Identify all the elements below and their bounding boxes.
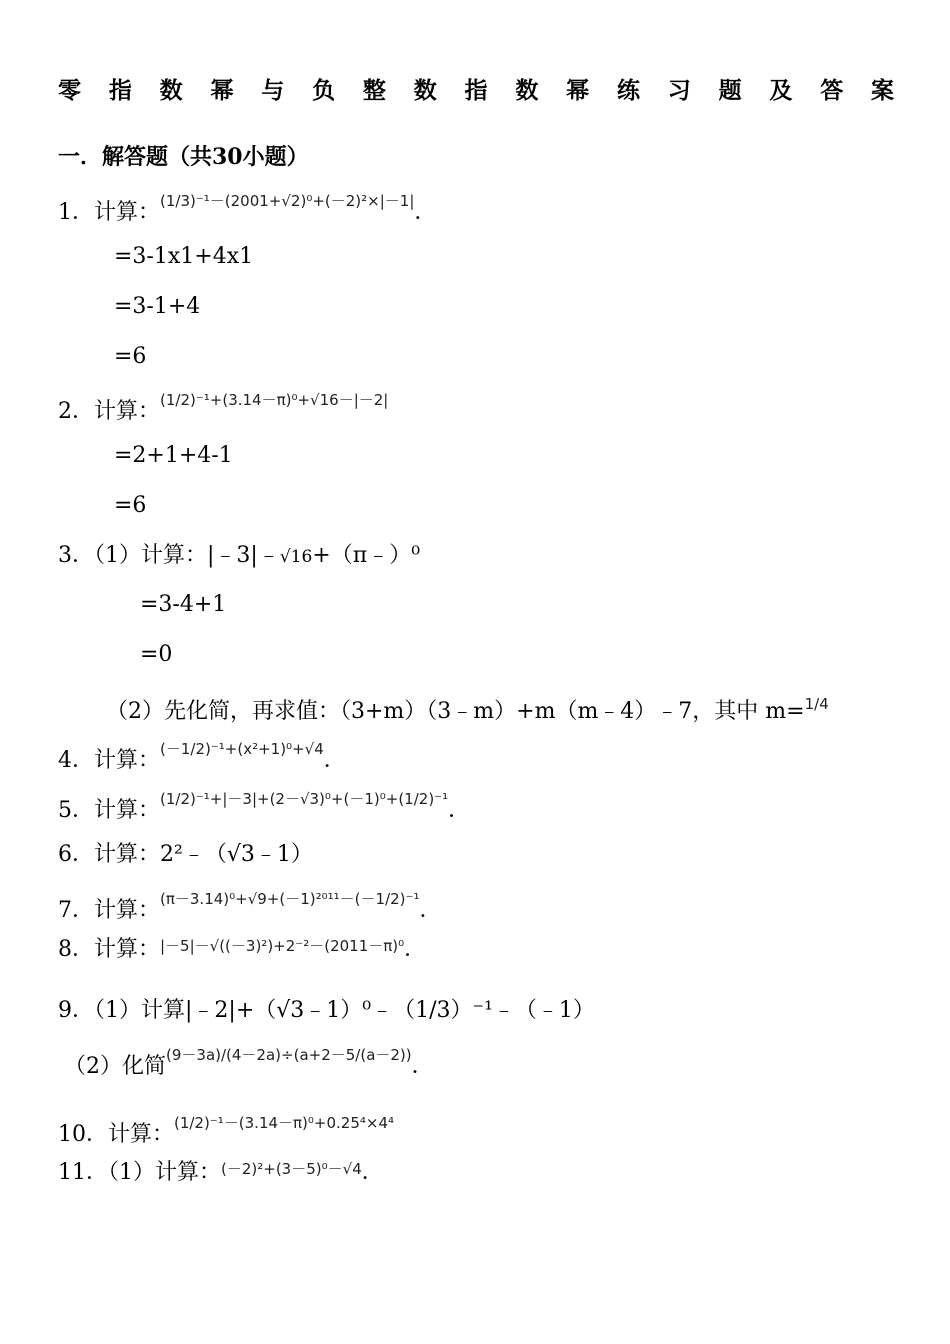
formula-image: (9－3a)/(4－2a)÷(a+2－5/(a－2)) (166, 1046, 412, 1064)
title-char: 习 (667, 78, 691, 104)
title-char: 答 (820, 78, 844, 104)
question-text: （2）先化简，再求值：（3+m）（3﹣m）+m（m﹣4）﹣7，其中 m= (106, 699, 805, 724)
question-label: 3．（1）计算：|﹣3|﹣ (58, 543, 280, 568)
title-char: 与 (261, 78, 285, 104)
title-char: 练 (616, 78, 640, 104)
title-char: 数 (515, 78, 539, 104)
solution-step: =6 (114, 493, 147, 518)
punctuation: ． (448, 798, 471, 823)
formula-image: (－1/2)⁻¹+(x²+1)⁰+√4 (160, 740, 324, 758)
title-char: 负 (312, 78, 336, 104)
punctuation: ． (361, 1160, 384, 1185)
title-char: 指 (464, 78, 488, 104)
title-char: 及 (769, 78, 793, 104)
title-char: 零 (58, 78, 81, 104)
document-title (58, 72, 894, 106)
formula-image: (1/2)⁻¹+(3.14－π)⁰+√16－|－2| (160, 391, 389, 409)
question-7 (58, 890, 442, 926)
question-label: 8．计算： (58, 937, 160, 962)
solution-step: =3-1x1+4x1 (114, 244, 254, 269)
question-10 (58, 1114, 395, 1150)
title-char: 数 (159, 78, 183, 104)
sqrt-expression: √16 (279, 547, 313, 567)
punctuation: ． (414, 200, 437, 225)
question-label: 10．计算： (58, 1122, 174, 1147)
question-label: 1．计算： (58, 200, 160, 225)
question-3 (58, 541, 420, 572)
title-char: 案 (871, 78, 894, 104)
expression-rest: +（π﹣）⁰ (312, 543, 421, 568)
question-9: 9．（1）计算|﹣2|+（√3﹣1）⁰﹣（1/3）⁻¹﹣（﹣1） (58, 998, 595, 1023)
title-char: 幂 (210, 78, 234, 104)
title-char: 题 (718, 78, 742, 104)
question-2 (58, 391, 389, 427)
question-5 (58, 790, 471, 826)
question-label: 2．计算： (58, 399, 160, 424)
title-char: 幂 (566, 78, 590, 104)
punctuation: ． (323, 748, 346, 773)
punctuation: ． (411, 1054, 434, 1079)
punctuation: ． (404, 937, 427, 962)
question-4 (58, 740, 346, 776)
question-text: （2）化简 (64, 1054, 166, 1079)
question-6: 6．计算：2²﹣（√3﹣1） (58, 842, 313, 867)
title-char: 指 (108, 78, 132, 104)
question-label: 4．计算： (58, 748, 160, 773)
formula-image: (1/2)⁻¹－(3.14－π)⁰+0.25⁴×4⁴ (174, 1114, 395, 1132)
punctuation: ． (419, 898, 442, 923)
formula-image: (π－3.14)⁰+√9+(－1)²⁰¹¹－(－1/2)⁻¹ (160, 890, 420, 908)
formula-image: (－2)²+(3－5)⁰－√4 (221, 1160, 362, 1178)
question-3-part-2 (106, 697, 829, 727)
question-label: 11．（1）计算： (58, 1160, 221, 1185)
question-9-part-2 (64, 1046, 434, 1082)
question-1 (58, 192, 437, 228)
formula-image: |－5|－√((－3)²)+2⁻²－(2011－π)⁰ (160, 937, 405, 955)
question-label: 5．计算： (58, 798, 160, 823)
solution-step: =2+1+4-1 (114, 443, 233, 468)
formula-image: (1/2)⁻¹+|－3|+(2－√3)⁰+(－1)⁰+(1/2)⁻¹ (160, 790, 449, 808)
question-11 (58, 1158, 384, 1188)
title-char: 整 (362, 78, 386, 104)
solution-step: =6 (114, 344, 147, 369)
solution-step: =3-4+1 (140, 592, 227, 617)
fraction-value: 1/4 (804, 695, 829, 713)
formula-image: (1/3)⁻¹－(2001+√2)⁰+(－2)²×|－1| (160, 192, 415, 210)
solution-step: =0 (140, 642, 173, 667)
title-char: 数 (413, 78, 437, 104)
question-8 (58, 935, 426, 965)
question-label: 7．计算： (58, 898, 160, 923)
section-heading: 一．解答题（共30小题） (58, 144, 309, 170)
solution-step: =3-1+4 (114, 294, 201, 319)
